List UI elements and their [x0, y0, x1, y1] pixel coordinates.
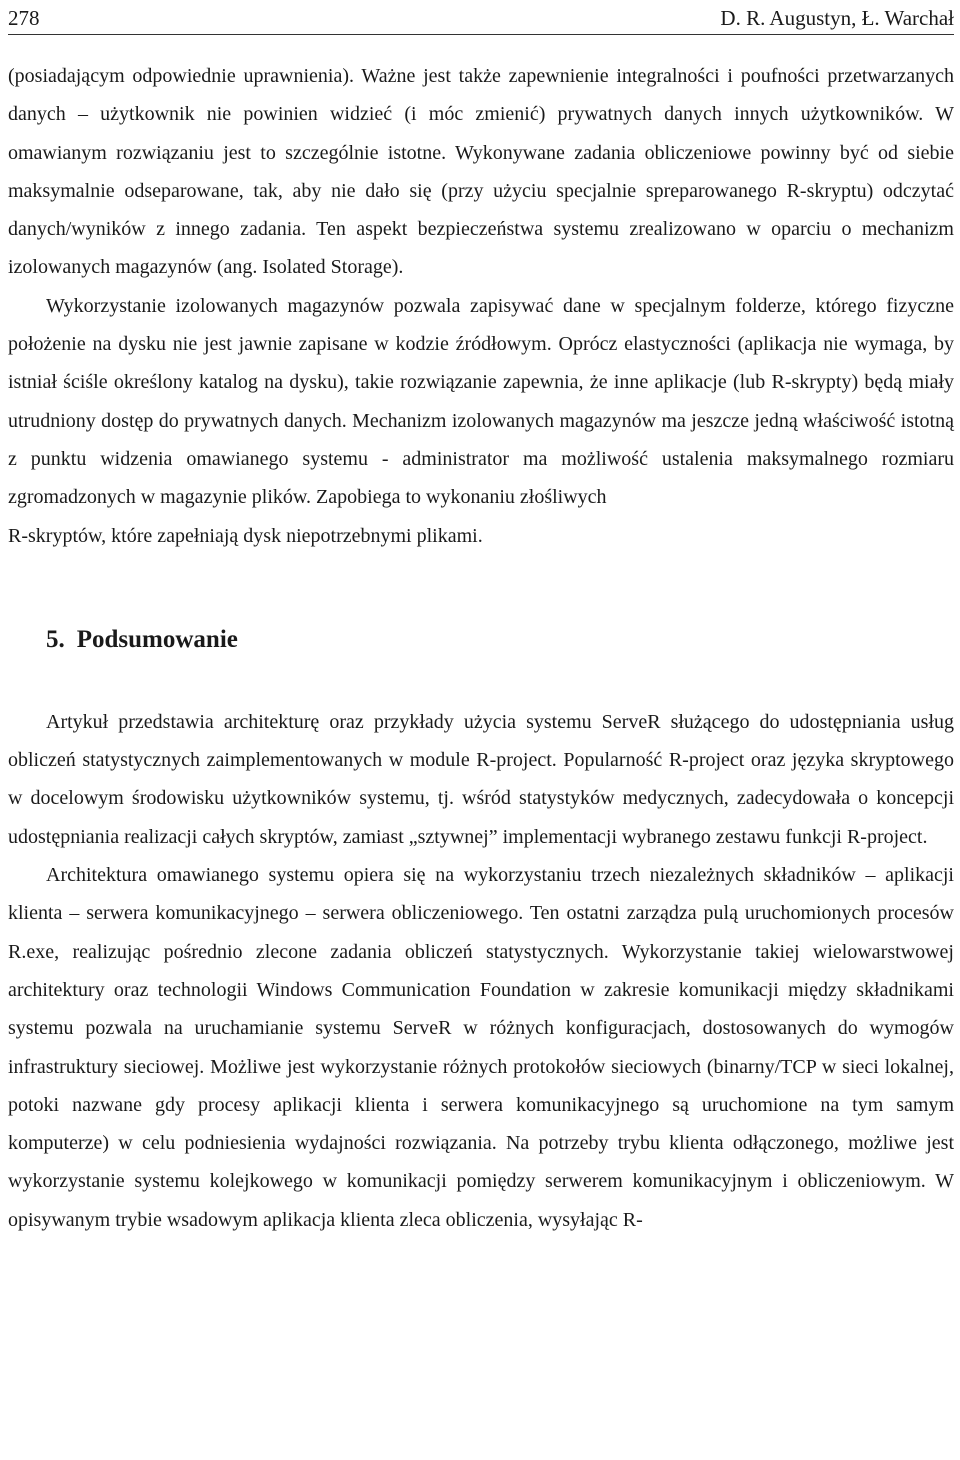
paragraph-summary-intro: Artykuł przedstawia architekturę oraz przykłady użycia systemu ServeR służącego do udostępniania usług obliczeń statystycznych zaimplementowanych w module R-project. Popularność R-project oraz języka skryptowego w docelowym środowisku użytkowników systemu, tj. wśród statystyków medycznych, zadecydowała o koncepcji udostępniania realizacji całych skryptów, zamiast „sztywnej” implementacji wybranego zestawu funkcji R-project. — [8, 710, 954, 848]
body-text — [8, 57, 954, 1239]
section-number: 5. — [46, 625, 65, 653]
paragraph-r-scripts: R-skryptów, które zapełniają dysk niepotrzebnymi plikami. — [8, 524, 483, 547]
paragraph-security: (posiadającym odpowiednie uprawnienia). Ważne jest także zapewnienie integralności i poufności przetwarzanych danych – użytkownik nie powinien widzieć (i móc zmienić) prywatnych danych innych użytkowników. W omawianym rozwiązaniu jest to szczególnie istotne. Wykonywane zadania obliczeniowe powinny być od siebie maksymalnie odseparowane, tak, aby nie dało się (przy użyciu specjalnie spreparowanego R-skryptu) odczytać danych/wyników z innego zadania. Ten aspekt bezpieczeństwa systemu zrealizowano w oparciu o mechanizm izolowanych magazynów (ang. Isolated Storage). — [8, 65, 954, 279]
paragraph-isolated-storage: Wykorzystanie izolowanych magazynów pozwala zapisywać dane w specjalnym folderze, którego fizyczne położenie na dysku nie jest jawnie zapisane w kodzie źródłowym. Oprócz elastyczności (aplikacja nie wymaga, by istniał ściśle określony katalog na dysku), takie rozwiązanie zapewnia, że inne aplikacje (lub R-skrypty) będą miały utrudniony dostęp do prywatnych danych. Mechanizm izolowanych magazynów ma jeszcze jedną właściwość istotną z punktu widzenia omawianego systemu - administrator ma możliwość ustalenia maksymalnego rozmiaru zgromadzonych w magazynie plików. Zapobiega to wykonaniu złośliwych — [8, 294, 954, 509]
section-title: Podsumowanie — [76, 625, 238, 653]
section-heading — [46, 625, 954, 655]
paragraph-architecture: Architektura omawianego systemu opiera się na wykorzystaniu trzech niezależnych składników – aplikacji klienta – serwera komunikacyjnego – serwera obliczeniowego. Ten ostatni zarządza pulą uruchomionych procesów R.exe, realizując pośrednio zlecone zadania obliczeń statystycznych. Wykorzystanie takiej wielowarstwowej architektury oraz technologii Windows Communication Foundation w zakresie komunikacji między składnikami systemu pozwala na uruchamianie systemu ServeR w różnych konfiguracjach, dostosowanych do wymogów infrastruktury sieciowej. Możliwe jest wykorzystanie różnych protokołów sieciowych (binarny/TCP w sieci lokalnej, potoki nazwane gdy procesy aplikacji klienta i serwera komunikacyjnego są uruchomione na tym samym komputerze) w celu podniesienia wydajności rozwiązania. Na potrzeby trybu klienta odłączonego, możliwe jest wykorzystanie systemu kolejkowego w komunikacji pomiędzy serwerem komunikacyjnym i obliczeniowym. W opisywanym trybie wsadowym aplikacja klienta zleca obliczenia, wysyłając R- — [8, 864, 954, 1231]
document-page — [8, 0, 954, 1239]
header-authors: D. R. Augustyn, Ł. Warchał — [720, 6, 954, 30]
running-header — [8, 6, 954, 35]
page-number: 278 — [8, 6, 40, 30]
